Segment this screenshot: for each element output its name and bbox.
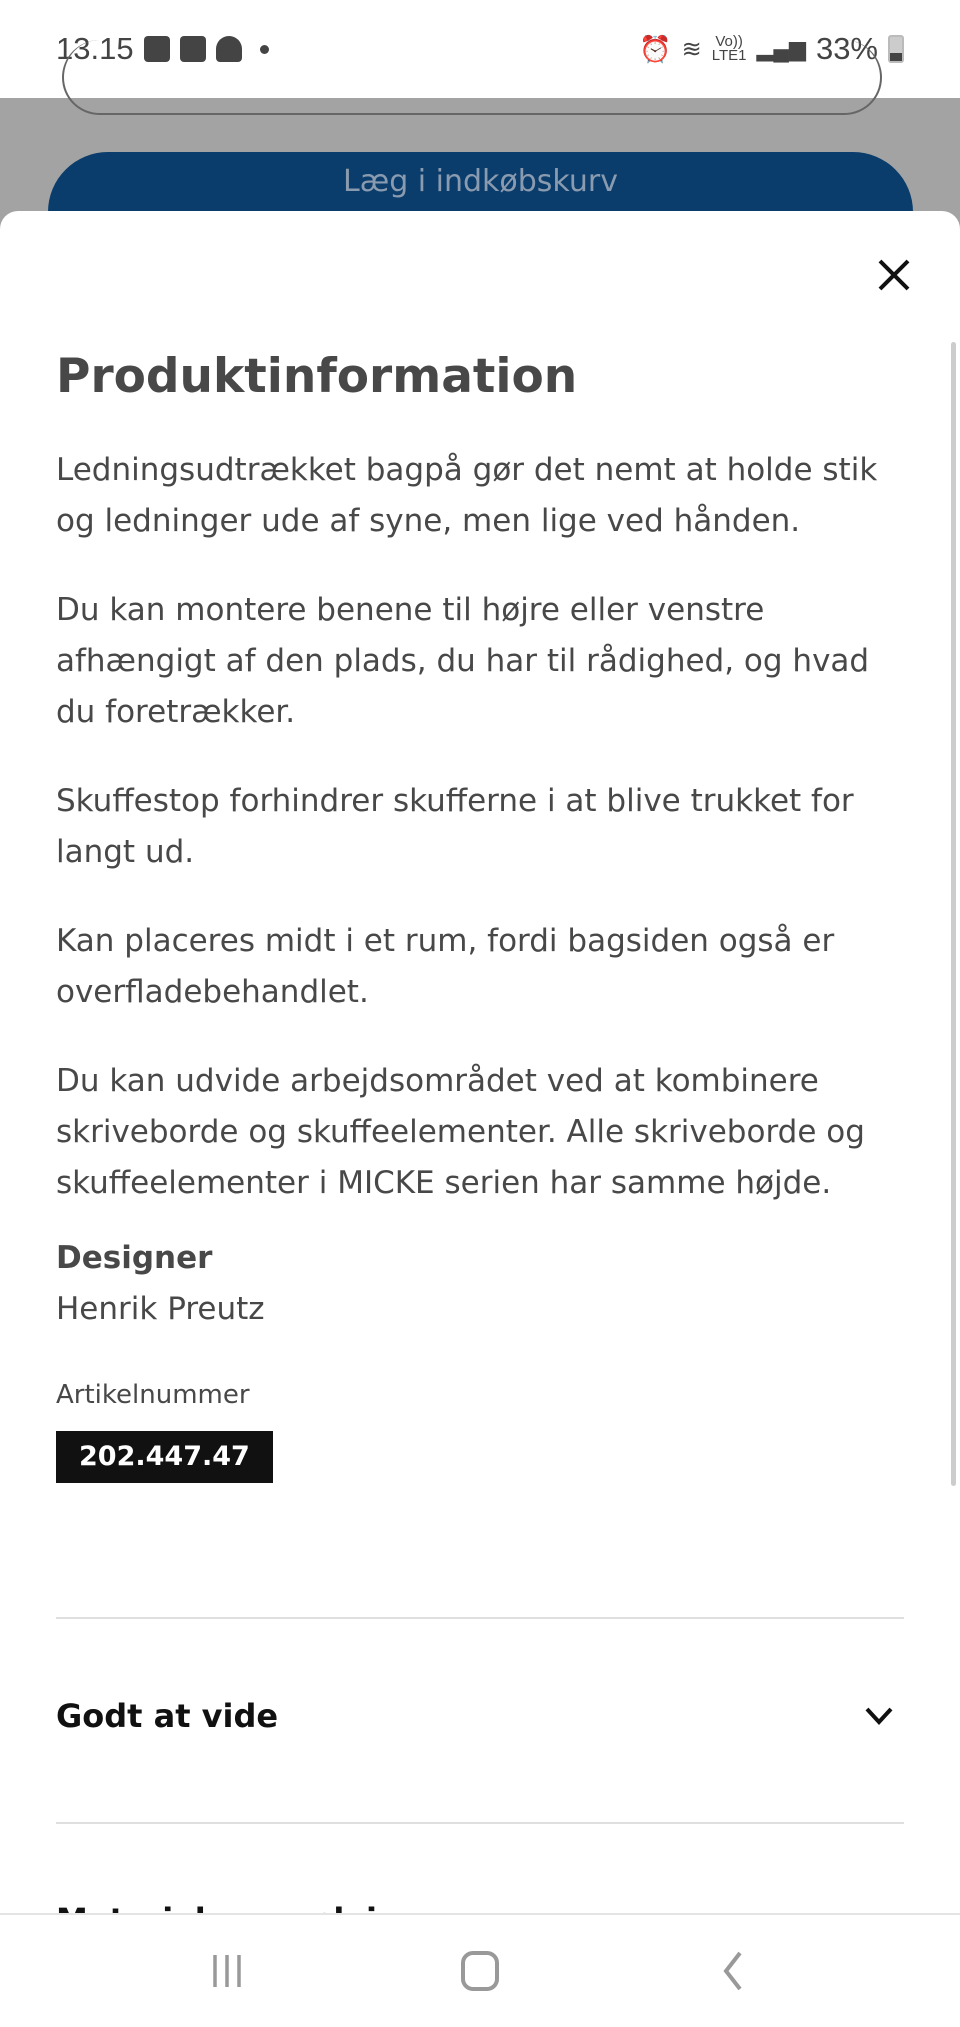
description-paragraph: Du kan montere benene til højre eller venstre afhængigt af den plads, du har til rådighed, og hvad du foretrækker. xyxy=(56,592,870,730)
close-button[interactable] xyxy=(876,257,912,293)
description-paragraph: Kan placeres midt i et rum, fordi bagsiden også er overfladebehandlet. xyxy=(56,923,835,1010)
article-number-badge: 202.447.47 xyxy=(56,1431,273,1483)
scrollbar[interactable] xyxy=(951,342,956,1486)
battery-icon xyxy=(888,35,904,63)
designer-label: Designer xyxy=(56,1240,213,1276)
divider xyxy=(56,1822,904,1824)
designer-name: Henrik Preutz xyxy=(56,1291,265,1327)
sheet-content xyxy=(56,347,904,1483)
recent-apps-icon xyxy=(207,1951,247,1991)
add-to-cart-label: Læg i indkøbskurv xyxy=(343,164,618,199)
home-button[interactable] xyxy=(450,1941,510,2001)
product-info-sheet xyxy=(0,211,960,1913)
sheet-title: Produktinformation xyxy=(56,349,578,404)
article-number-label: Artikelnummer xyxy=(56,1380,250,1410)
description-paragraph: Ledningsudtrækket bagpå gør det nemt at holde stik og ledninger ude af syne, men lige ved hånden. xyxy=(56,452,878,539)
network-label: LTE1 xyxy=(711,47,747,64)
recent-apps-button[interactable] xyxy=(197,1941,257,2001)
background-outline-button xyxy=(62,40,882,115)
description-paragraph: Du kan udvide arbejdsområdet ved at kombinere skriveborde og skuffeelementer. Alle skriveborde og skuffeelementer i MICKE serien har samme højde. xyxy=(56,1063,865,1201)
volte-label: Vo)) xyxy=(715,33,743,50)
back-icon xyxy=(718,1949,748,1993)
alarm-icon: ⏰ xyxy=(639,33,672,64)
android-nav-bar xyxy=(0,1913,960,2027)
status-time: 13.15 xyxy=(56,31,134,66)
back-button[interactable] xyxy=(703,1941,763,2001)
divider xyxy=(56,1617,904,1619)
wifi-icon: ≋ xyxy=(681,35,702,63)
home-icon xyxy=(460,1949,500,1993)
signal-icon: ▂▄▆ xyxy=(756,36,806,61)
description-paragraph: Skuffestop forhindrer skufferne i at blive trukket for langt ud. xyxy=(56,783,854,870)
close-icon xyxy=(876,257,912,293)
chevron-down-icon xyxy=(864,1706,894,1726)
accordion-good-to-know[interactable] xyxy=(56,1697,904,1735)
battery-percent: 33% xyxy=(815,31,878,66)
accordion-label: Godt at vide xyxy=(56,1697,279,1735)
